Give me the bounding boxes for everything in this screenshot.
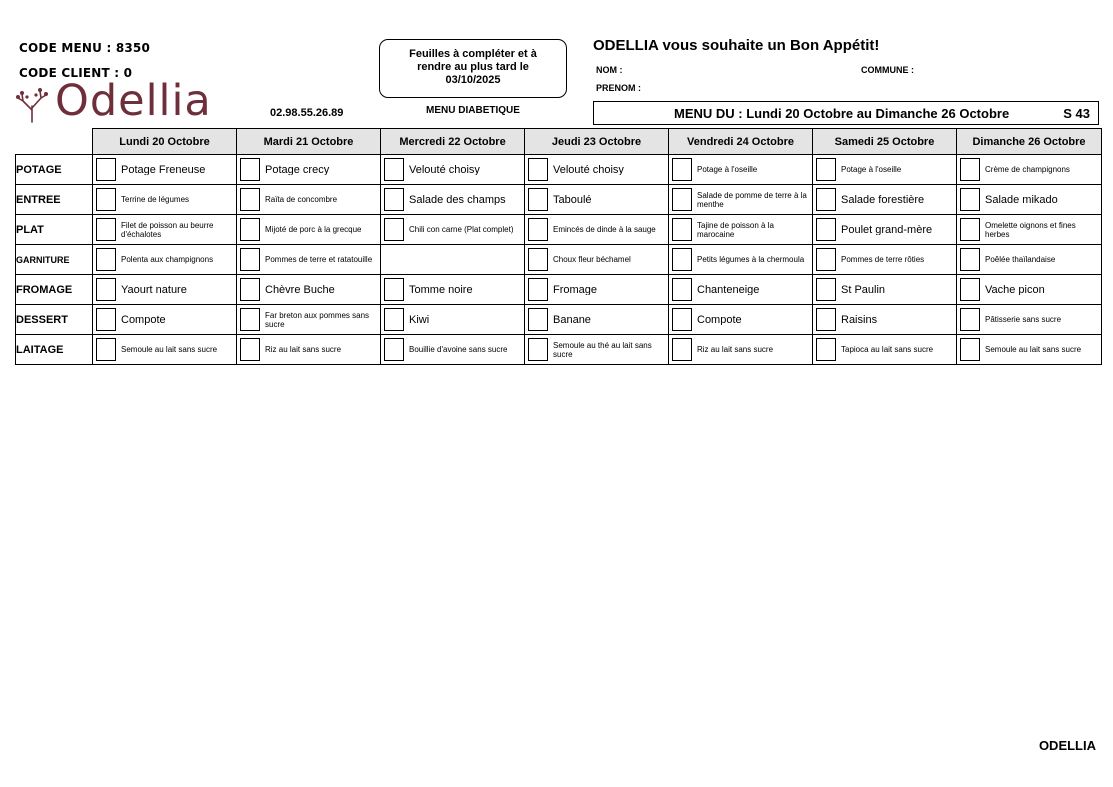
choice-checkbox[interactable]: [528, 158, 548, 181]
nom-field[interactable]: NOM :: [596, 65, 623, 75]
deadline-line: rendre au plus tard le: [417, 61, 529, 73]
deadline-line: Feuilles à compléter et à: [409, 48, 537, 60]
menu-cell: [93, 305, 237, 335]
day-header: Mardi 21 Octobre: [237, 129, 381, 155]
menu-cell: [237, 305, 381, 335]
choice-checkbox[interactable]: [384, 188, 404, 211]
dish-name: Compote: [697, 314, 742, 325]
choice-checkbox[interactable]: [240, 308, 260, 331]
choice-checkbox[interactable]: [672, 218, 692, 241]
dish-name: Chili con carne (Plat complet): [409, 225, 514, 234]
deadline-date: 03/10/2025: [445, 74, 501, 86]
choice-checkbox[interactable]: [240, 218, 260, 241]
choice-checkbox[interactable]: [960, 308, 980, 331]
dish-name: Velouté choisy: [553, 164, 624, 175]
menu-cell: [525, 305, 669, 335]
dish-name: Taboulé: [553, 194, 592, 205]
choice-checkbox[interactable]: [672, 158, 692, 181]
choice-checkbox[interactable]: [528, 308, 548, 331]
choice-checkbox[interactable]: [960, 278, 980, 301]
menu-cell: [525, 185, 669, 215]
dish-name: Potage crecy: [265, 164, 330, 175]
dish-name: Chanteneige: [697, 284, 760, 295]
code-menu: CODE MENU : 8350: [19, 41, 151, 55]
choice-checkbox[interactable]: [816, 158, 836, 181]
dish-name: Tapioca au lait sans sucre: [841, 345, 934, 354]
menu-cell: [813, 155, 957, 185]
menu-cell: [957, 335, 1102, 365]
phone-number: 02.98.55.26.89: [270, 107, 344, 119]
menu-cell: [813, 335, 957, 365]
menu-cell: [813, 215, 957, 245]
dish-name: Filet de poisson au beurre d'échalotes: [121, 220, 214, 239]
menu-cell: [93, 275, 237, 305]
menu-cell: [813, 185, 957, 215]
choice-checkbox[interactable]: [240, 338, 260, 361]
menu-row: [16, 185, 1102, 215]
choice-checkbox[interactable]: [384, 308, 404, 331]
greeting: ODELLIA vous souhaite un Bon Appétit!: [593, 37, 880, 54]
menu-body: [16, 155, 1102, 365]
menu-cell: [957, 275, 1102, 305]
dish-name: Tajine de poisson à la marocaine: [697, 220, 774, 239]
dish-name: Pâtisserie sans sucre: [985, 315, 1062, 324]
dish-name: Omelette oignons et fines herbes: [985, 220, 1076, 239]
menu-cell: [93, 245, 237, 275]
choice-checkbox[interactable]: [528, 248, 548, 271]
day-header: Samedi 25 Octobre: [813, 129, 957, 155]
dish-name: Vache picon: [985, 284, 1045, 295]
dish-name: Poulet grand-mère: [841, 224, 933, 235]
day-header: Jeudi 23 Octobre: [525, 129, 669, 155]
choice-checkbox[interactable]: [384, 278, 404, 301]
dish-name: Emincés de dinde à la sauge: [553, 225, 656, 234]
choice-checkbox[interactable]: [528, 188, 548, 211]
code-client: CODE CLIENT : 0: [19, 66, 133, 80]
choice-checkbox[interactable]: [960, 338, 980, 361]
menu-row: [16, 245, 1102, 275]
dish-name: Potage Freneuse: [121, 164, 206, 175]
menu-period: MENU DU : Lundi 20 Octobre au Dimanche 26 Octobre: [674, 106, 1010, 121]
dish-name: Raïta de concombre: [265, 195, 338, 204]
odellia-logo: [13, 76, 213, 126]
dish-name: Salade de pomme de terre à la menthe: [697, 190, 807, 209]
menu-cell: [381, 185, 525, 215]
dish-name: Potage à l'oseille: [841, 165, 902, 174]
choice-checkbox[interactable]: [240, 248, 260, 271]
menu-cell: [381, 335, 525, 365]
choice-checkbox[interactable]: [528, 338, 548, 361]
dish-name: Salade mikado: [985, 194, 1058, 205]
corner-cell: [16, 129, 93, 155]
choice-checkbox[interactable]: [96, 158, 116, 181]
menu-row: [16, 275, 1102, 305]
menu-cell: [957, 215, 1102, 245]
choice-checkbox[interactable]: [960, 158, 980, 181]
menu-cell: [237, 245, 381, 275]
choice-checkbox[interactable]: [384, 338, 404, 361]
course-label: POTAGE: [16, 155, 93, 185]
menu-period-box: [593, 101, 1099, 125]
dish-name: Semoule au lait sans sucre: [121, 345, 218, 354]
menu-cell: [669, 305, 813, 335]
dish-name: Riz au lait sans sucre: [265, 345, 342, 354]
menu-cell: [237, 185, 381, 215]
menu-cell: [669, 245, 813, 275]
dish-name: Petits légumes à la chermoula: [697, 255, 805, 264]
menu-cell: [525, 155, 669, 185]
dish-name: Velouté choisy: [409, 164, 480, 175]
menu-cell: [525, 245, 669, 275]
dish-name: Bouillie d'avoine sans sucre: [409, 345, 508, 354]
choice-checkbox[interactable]: [240, 158, 260, 181]
choice-checkbox[interactable]: [528, 218, 548, 241]
dish-name: Salade forestière: [841, 194, 925, 205]
menu-cell: [381, 275, 525, 305]
menu-cell: [381, 215, 525, 245]
dish-name: Semoule au lait sans sucre: [985, 345, 1082, 354]
choice-checkbox[interactable]: [96, 338, 116, 361]
dish-name: Potage à l'oseille: [697, 165, 758, 174]
menu-row: [16, 155, 1102, 185]
choice-checkbox[interactable]: [816, 338, 836, 361]
menu-cell: [525, 215, 669, 245]
choice-checkbox[interactable]: [528, 278, 548, 301]
choice-checkbox[interactable]: [384, 218, 404, 241]
commune-field[interactable]: COMMUNE :: [861, 65, 914, 75]
menu-cell: [669, 275, 813, 305]
menu-cell: [813, 305, 957, 335]
choice-checkbox[interactable]: [240, 188, 260, 211]
dish-name: Pommes de terre et ratatouille: [265, 255, 373, 264]
logo-wordmark: Odellia: [55, 76, 212, 126]
menu-cell: [957, 155, 1102, 185]
menu-cell: [237, 155, 381, 185]
menu-cell: [237, 275, 381, 305]
choice-checkbox[interactable]: [960, 188, 980, 211]
menu-cell: [237, 335, 381, 365]
day-header-row: [16, 129, 1102, 155]
choice-checkbox[interactable]: [384, 158, 404, 181]
dish-name: Chèvre Buche: [265, 284, 335, 295]
menu-cell: [93, 185, 237, 215]
day-header: Mercredi 22 Octobre: [381, 129, 525, 155]
choice-checkbox[interactable]: [816, 278, 836, 301]
choice-checkbox[interactable]: [672, 308, 692, 331]
choice-checkbox[interactable]: [816, 308, 836, 331]
dish-name: Crème de champignons: [985, 165, 1070, 174]
prenom-field[interactable]: PRENOM :: [596, 83, 641, 93]
dish-name: Raisins: [841, 314, 878, 325]
menu-cell: [813, 275, 957, 305]
menu-cell: [669, 335, 813, 365]
dish-name: Tomme noire: [409, 284, 473, 295]
course-label: LAITAGE: [16, 335, 93, 365]
menu-cell: [669, 215, 813, 245]
deadline-box: [379, 39, 567, 98]
menu-row: [16, 305, 1102, 335]
course-label: FROMAGE: [16, 275, 93, 305]
choice-checkbox[interactable]: [96, 248, 116, 271]
week-number: S 43: [1063, 106, 1090, 121]
day-header: Dimanche 26 Octobre: [957, 129, 1102, 155]
menu-type: MENU DIABETIQUE: [426, 105, 520, 116]
dish-name: Polenta aux champignons: [121, 255, 214, 264]
choice-checkbox[interactable]: [96, 308, 116, 331]
dish-name: Banane: [553, 314, 591, 325]
choice-checkbox[interactable]: [672, 248, 692, 271]
menu-cell: [525, 335, 669, 365]
choice-checkbox[interactable]: [96, 188, 116, 211]
course-label: DESSERT: [16, 305, 93, 335]
menu-cell: [93, 215, 237, 245]
dish-name: Poêlée thaïlandaise: [985, 255, 1056, 264]
dish-name: Far breton aux pommes sans sucre: [265, 310, 370, 329]
menu-cell: [957, 305, 1102, 335]
dish-name: Kiwi: [409, 314, 430, 325]
dish-name: Choux fleur béchamel: [553, 255, 631, 264]
choice-checkbox[interactable]: [672, 188, 692, 211]
dish-name: Riz au lait sans sucre: [697, 345, 774, 354]
choice-checkbox[interactable]: [816, 248, 836, 271]
day-header: Vendredi 24 Octobre: [669, 129, 813, 155]
menu-cell: [381, 305, 525, 335]
menu-cell: [669, 155, 813, 185]
tree-icon: [13, 86, 51, 124]
dish-name: Yaourt nature: [121, 284, 187, 295]
footer-brand: ODELLIA: [1038, 738, 1096, 753]
dish-name: Terrine de légumes: [121, 195, 190, 204]
course-label: GARNITURE: [16, 245, 93, 275]
menu-cell: [93, 155, 237, 185]
menu-cell: [957, 245, 1102, 275]
dish-name: Salade des champs: [409, 194, 506, 205]
dish-name: Fromage: [553, 284, 598, 295]
choice-checkbox[interactable]: [96, 278, 116, 301]
menu-row: [16, 335, 1102, 365]
menu-cell: [813, 245, 957, 275]
choice-checkbox[interactable]: [96, 218, 116, 241]
menu-row: [16, 215, 1102, 245]
menu-table: [15, 128, 1102, 365]
menu-cell: [237, 215, 381, 245]
menu-cell: [669, 185, 813, 215]
dish-name: Pommes de terre rôties: [841, 255, 925, 264]
dish-name: St Paulin: [841, 284, 886, 295]
menu-cell: [957, 185, 1102, 215]
menu-cell: [381, 155, 525, 185]
choice-checkbox[interactable]: [816, 188, 836, 211]
dish-name: Mijoté de porc à la grecque: [265, 225, 362, 234]
menu-cell: [93, 335, 237, 365]
menu-cell: [525, 275, 669, 305]
choice-checkbox[interactable]: [672, 338, 692, 361]
course-label: ENTREE: [16, 185, 93, 215]
dish-name: Semoule au thé au lait sans sucre: [553, 340, 652, 359]
choice-checkbox[interactable]: [960, 218, 980, 241]
choice-checkbox[interactable]: [240, 278, 260, 301]
menu-cell: [381, 245, 525, 275]
course-label: PLAT: [16, 215, 93, 245]
choice-checkbox[interactable]: [816, 218, 836, 241]
day-header: Lundi 20 Octobre: [93, 129, 237, 155]
dish-name: Compote: [121, 314, 166, 325]
choice-checkbox[interactable]: [960, 248, 980, 271]
choice-checkbox[interactable]: [672, 278, 692, 301]
